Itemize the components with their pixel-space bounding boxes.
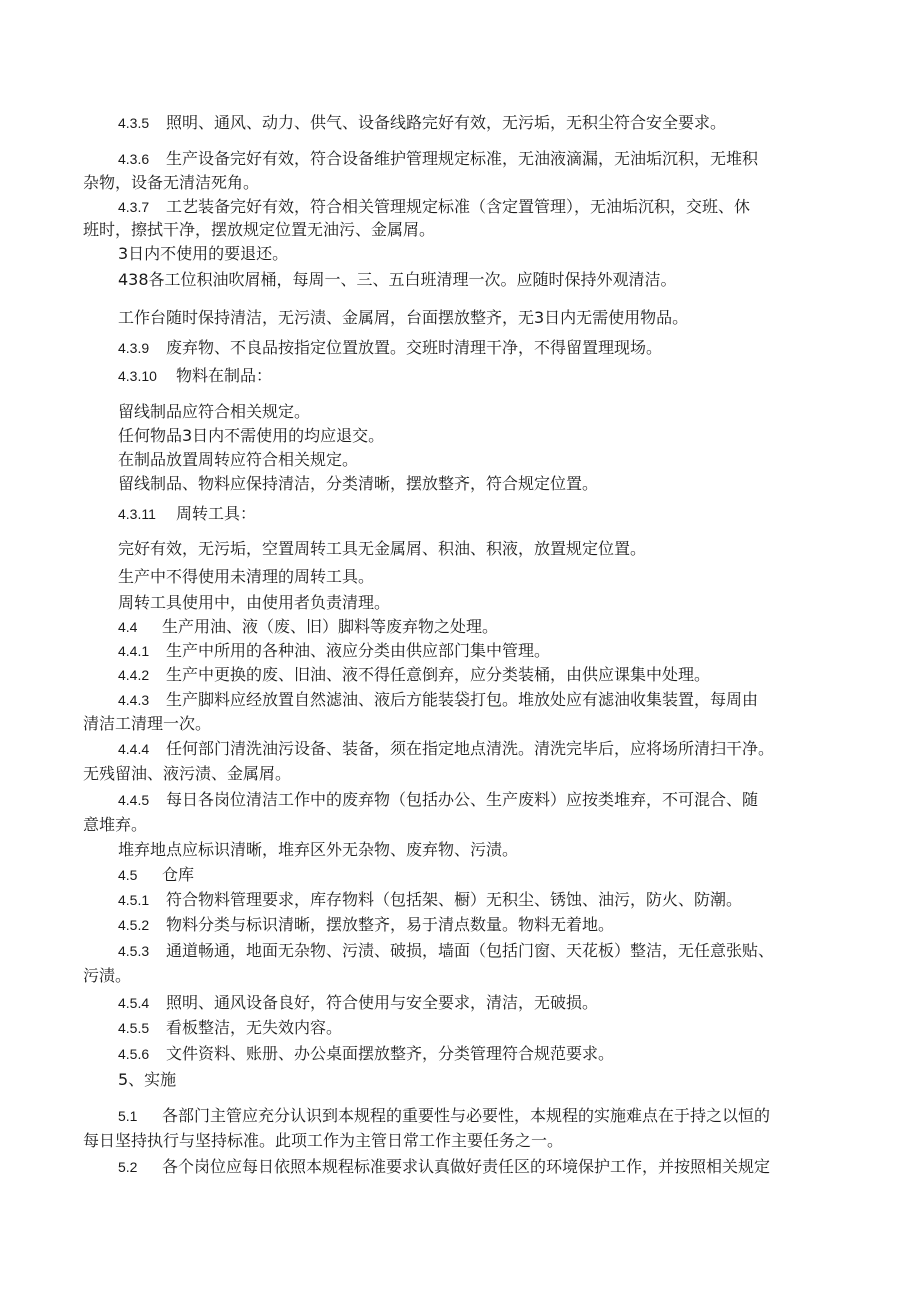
clause-text: 生产中更换的废、旧油、液不得任意倒弃，应分类装桶，由供应课集中处理。 [166,665,711,684]
paragraph-continuation [83,714,211,734]
clause-text: 物料在制品： [176,366,273,385]
paragraph-4-3-5 [118,113,726,133]
clause-text: 在制品放置周转应符合相关规定。 [118,450,359,469]
clause-text: 仓库 [162,865,195,884]
paragraph-4-5-2 [118,915,614,935]
paragraph-continuation [83,966,131,986]
section-5-heading [118,1070,176,1090]
clause-number: 5.2 [118,1159,138,1175]
section-4-4 [118,617,498,637]
clause-text: 看板整洁，无失效内容。 [166,1018,343,1037]
clause-number: 4.3.10 [118,368,157,384]
clause-text: 留线制品应符合相关规定。 [118,402,311,421]
clause-text: 无残留油、液污渍、金属屑。 [83,764,292,783]
clause-number: 5.1 [118,1108,138,1124]
clause-text: 各部门主管应充分认识到本规程的重要性与必要性，本规程的实施难点在于持之以恒的 [162,1106,771,1125]
clause-number: 4.4.3 [118,692,150,708]
paragraph-plain [118,593,390,613]
paragraph-plain [118,426,384,446]
section-title: 5、实施 [118,1070,177,1089]
clause-text: 生产中不得使用未清理的周转工具。 [118,567,375,586]
paragraph-continuation [83,173,259,193]
paragraph-4-3-6 [118,149,758,169]
clause-text: 清洁工清理一次。 [83,714,212,733]
paragraph-4-4-4 [118,739,774,759]
clause-text: 生产设备完好有效，符合设备维护管理规定标准，无油液滴漏，无油垢沉积，无堆积 [166,149,759,168]
paragraph-plain [118,567,374,587]
clause-number: 4.4.1 [118,643,150,659]
clause-number: 4.3.7 [118,199,150,215]
clause-text: 工作台随时保持清洁，无污渍、金属屑，台面摆放整齐，无3日内无需使用物品。 [118,308,689,327]
clause-number: 4.5 [118,867,138,883]
paragraph-4-4-3 [118,690,758,710]
clause-text: 文件资料、账册、办公桌面摆放整齐，分类管理符合规范要求。 [166,1044,615,1063]
paragraph-plain [118,474,598,494]
clause-number: 4.5.2 [118,917,150,933]
clause-text: 生产用油、液（废、旧）脚料等废弃物之处理。 [162,617,499,636]
clause-text: 堆弃地点应标识清晰，堆弃区外无杂物、废弃物、污渍。 [118,840,519,859]
clause-number: 4.4 [118,619,138,635]
clause-text: 周转工具： [176,504,257,523]
paragraph-4-5-4 [118,993,598,1013]
paragraph-4-4-1 [118,641,550,661]
clause-number: 4.4.5 [118,792,150,808]
clause-text: 班时，擦拭干净，摆放规定位置无油污、金属屑。 [83,220,436,239]
clause-number: 4.4.2 [118,667,150,683]
paragraph-4-3-10 [118,366,272,386]
paragraph-continuation [83,1131,563,1151]
paragraph-plain [118,308,688,328]
paragraph-plain [118,270,677,290]
clause-text: 废弃物、不良品按指定位置放置。交班时清理干净，不得留置理现场。 [166,338,663,357]
paragraph-4-3-9 [118,338,662,358]
clause-text: 意堆弃。 [83,815,148,834]
clause-text: 生产脚料应经放置自然滤油、液后方能装袋打包。堆放处应有滤油收集装置，每周由 [166,690,759,709]
clause-text: 生产中所用的各种油、液应分类由供应部门集中管理。 [166,641,551,660]
paragraph-continuation [83,764,291,784]
clause-text: 物料分类与标识清晰，摆放整齐，易于清点数量。物料无着地。 [166,915,615,934]
clause-text: 照明、通风、动力、供气、设备线路完好有效，无污垢，无积尘符合安全要求。 [166,113,727,132]
clause-number: 4.3.5 [118,115,150,131]
clause-number: 4.5.5 [118,1020,150,1036]
section-4-5 [118,865,194,885]
paragraph-4-5-6 [118,1044,614,1064]
paragraph-plain [118,539,646,559]
clause-text: 通道畅通，地面无杂物、污渍、破损，墙面（包括门窗、天花板）整洁，无任意张贴、 [166,941,775,960]
paragraph-plain [118,840,518,860]
clause-text: 438各工位积油吹屑桶，每周一、三、五白班清理一次。应随时保持外观清洁。 [118,270,677,289]
clause-text: 符合物料管理要求，库存物料（包括架、橱）无积尘、锈蚀、油污，防火、防潮。 [166,890,743,909]
clause-text: 照明、通风设备良好，符合使用与安全要求，清洁，无破损。 [166,993,599,1012]
clause-text: 任何部门清洗油污设备、装备，须在指定地点清洗。清洗完毕后，应将场所清扫干净。 [166,739,775,758]
paragraph-5-2 [118,1157,770,1177]
clause-number: 4.3.11 [118,506,156,522]
paragraph-4-5-1 [118,890,742,910]
paragraph-4-4-5 [118,790,758,810]
clause-number: 4.5.1 [118,892,150,908]
clause-text: 周转工具使用中，由使用者负责清理。 [118,593,391,612]
clause-text: 污渍。 [83,966,132,985]
clause-number: 4.5.6 [118,1046,150,1062]
clause-number: 4.3.9 [118,340,150,356]
clause-text: 工艺装备完好有效，符合相关管理规定标准（含定置管理），无油垢沉积，交班、休 [166,197,751,216]
clause-text: 任何物品3日内不需使用的均应退交。 [118,426,385,445]
clause-text: 3日内不使用的要退还。 [118,244,289,263]
clause-number: 4.3.6 [118,151,150,167]
paragraph-4-3-7 [118,197,750,217]
clause-text: 每日各岗位清洁工作中的废弃物（包括办公、生产废料）应按类堆弃，不可混合、随 [166,790,759,809]
paragraph-4-4-2 [118,665,710,685]
clause-text: 留线制品、物料应保持清洁，分类清晰，摆放整齐，符合规定位置。 [118,474,599,493]
paragraph-continuation [83,815,147,835]
paragraph-5-1 [118,1106,770,1126]
clause-number: 4.5.3 [118,943,150,959]
paragraph-4-3-11 [118,504,256,524]
clause-number: 4.5.4 [118,995,150,1011]
clause-text: 各个岗位应每日依照本规程标准要求认真做好责任区的环境保护工作，并按照相关规定 [162,1157,771,1176]
paragraph-plain [118,402,310,422]
clause-text: 杂物，设备无清洁死角。 [83,173,260,192]
paragraph-plain [118,450,358,470]
paragraph-continuation [83,220,435,240]
paragraph-plain [118,244,288,264]
clause-number: 4.4.4 [118,741,150,757]
paragraph-4-5-5 [118,1018,342,1038]
paragraph-4-5-3 [118,941,774,961]
clause-text: 每日坚持执行与坚持标准。此项工作为主管日常工作主要任务之一。 [83,1131,564,1150]
clause-text: 完好有效，无污垢，空置周转工具无金属屑、积油、积液，放置规定位置。 [118,539,647,558]
